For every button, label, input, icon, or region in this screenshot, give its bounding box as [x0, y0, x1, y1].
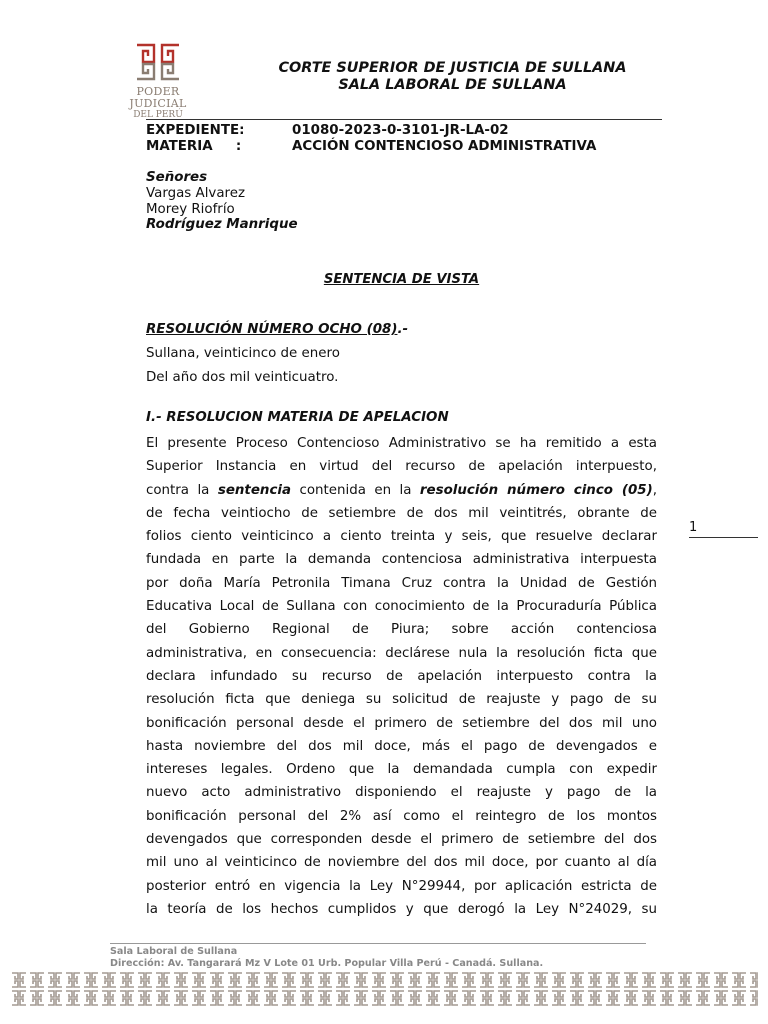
body-line: Educativa Local de Sullana con conocimiento de la Procuraduría Pública [146, 599, 657, 615]
footer-office: Sala Laboral de Sullana [110, 946, 238, 957]
body-line: bonificación personal del 2% así como el reintegro de los montos [146, 808, 657, 824]
materia-label: MATERIA : [146, 139, 242, 154]
body-line: de fecha veintiocho de setiembre de dos mil veintitrés, obrante de [146, 505, 657, 521]
body-line: contra la sentencia contenida en la resolución número cinco (05), [146, 482, 657, 498]
footer-divider [110, 943, 646, 944]
body-line: bonificación personal desde el primero de setiembre del dos mil uno [146, 715, 657, 731]
resolution-date-line: Del año dos mil veinticuatro. [146, 370, 339, 385]
judges-block [146, 170, 298, 233]
body-paragraph [146, 432, 657, 921]
body-line: hasta noviembre del dos mil doce, más el pago de devengados e [146, 738, 657, 754]
footer-address: Dirección: Av. Tangarará Mz V Lote 01 Urb. Popular Villa Perú - Canadá. Sullana. [110, 957, 544, 969]
emphasis-resolucion: resolución número cinco (05) [419, 482, 653, 498]
judge-name: Vargas Alvarez [146, 185, 246, 201]
expediente-value: 01080-2023-0-3101-JR-LA-02 [292, 123, 509, 138]
body-line: devengados que corresponden desde el primero de setiembre del dos [146, 832, 657, 848]
expediente-label: EXPEDIENTE: [146, 123, 245, 138]
poder-judicial-logo [107, 42, 209, 120]
chamber-name: SALA LABORAL DE SULLANA [338, 77, 567, 93]
document-title: SENTENCIA DE VISTA [323, 272, 480, 287]
resolution-block [146, 318, 408, 390]
body-line: declara infundado su recurso de apelación interpuesto contra la [146, 668, 657, 684]
body-line: administrativa, en consecuencia: declárese nula la resolución ficta que [146, 645, 657, 661]
body-line: posterior entró en vigencia la Ley N°29944, por aplicación estricta de [146, 878, 657, 894]
body-line: El presente Proceso Contencioso Administrativo se ha remitido a esta [146, 436, 657, 451]
body-line: por doña María Petronila Timana Cruz contra la Unidad de Gestión [146, 575, 657, 591]
body-line: mil uno al veinticinco de noviembre del dos mil doce, por cuanto al día [146, 855, 657, 871]
resolution-date-line: Sullana, veinticinco de enero [146, 346, 340, 361]
expediente-row [146, 123, 596, 139]
footer [110, 946, 543, 969]
judges-heading: Señores [146, 170, 208, 185]
court-name: CORTE SUPERIOR DE JUSTICIA DE SULLANA [278, 60, 627, 76]
materia-row [146, 139, 596, 155]
section-heading: I.- RESOLUCION MATERIA DE APELACION [146, 410, 449, 425]
body-line: resolución ficta que deniega su solicitud de reajuste y pago de su [146, 692, 657, 708]
decorative-pattern-band [10, 971, 758, 1007]
materia-value: ACCIÓN CONTENCIOSO ADMINISTRATIVA [292, 139, 597, 154]
resolution-suffix: .- [397, 322, 409, 337]
body-line: folios ciento veinticinco a ciento treinta y seis, que resuelve declarar [146, 529, 657, 545]
header-divider [146, 119, 662, 120]
judge-name: Morey Riofrío [146, 201, 235, 217]
body-line: nuevo acto administrativo disponiendo el reajuste y pago de la [146, 785, 657, 801]
logo-name: PODER JUDICIAL [129, 85, 187, 110]
body-line: del Gobierno Regional de Piura; sobre acción contenciosa [146, 622, 657, 638]
body-line: intereses legales. Ordeno que la demandada cumpla con expedir [146, 762, 657, 778]
case-meta [146, 123, 596, 155]
resolution-heading [146, 318, 408, 342]
logo-subtitle: DEL PERÚ [133, 110, 183, 120]
emphasis-sentencia: sentencia [217, 482, 292, 498]
judge-name: Rodríguez Manrique [146, 217, 298, 233]
body-line: fundada en parte la demanda contenciosa administrativa interpuesta [146, 552, 657, 568]
poder-judicial-emblem-icon [134, 42, 182, 82]
page-number: 1 [689, 520, 698, 535]
body-line: Superior Instancia en virtud del recurso de apelación interpuesto, [146, 459, 657, 475]
page-number-rule [689, 537, 758, 538]
body-line: la teoría de los hechos cumplidos y que derogó la Ley N°24029, su [146, 901, 657, 917]
court-heading [230, 60, 675, 94]
resolution-number: RESOLUCIÓN NÚMERO OCHO (08) [146, 322, 398, 337]
